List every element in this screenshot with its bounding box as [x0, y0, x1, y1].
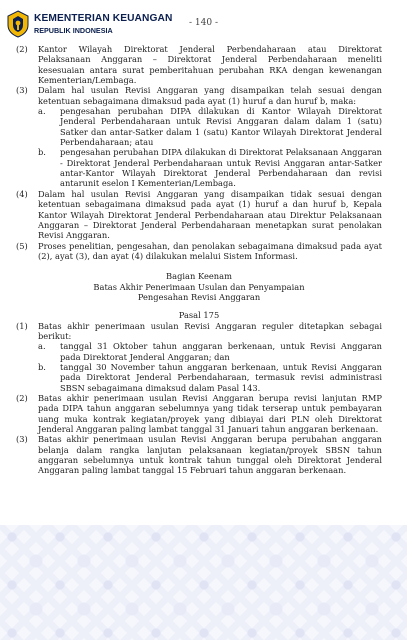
section-title-line2: Pengesahan Revisi Anggaran [137, 291, 261, 302]
paragraph-number: (1) [16, 320, 28, 331]
sub-item [38, 341, 382, 362]
paragraph-number: (5) [16, 240, 28, 251]
sub-item-text: tanggal 31 Oktober tahun anggaran berkenaan, untuk Revisi Anggaran pada Direktorat Jenderal Anggaran; dan [60, 341, 382, 362]
paragraph-number: (2) [16, 44, 28, 54]
sub-item-text: pengesahan perubahan DIPA dilakukan di Direktorat Pelaksanaan Anggaran - Direktorat Jenderal Perbendaharaan untuk Revisi Anggaran antar-Satker antar-Kantor Wilayah Direktorat Jenderal Perbendaharaan dan revisi antarunit eselon I Kementerian/Lembaga. [60, 147, 382, 189]
paragraph-text: Batas akhir penerimaan usulan Revisi Anggaran berupa perubahan anggaran belanja dalam rangka lanjutan pelaksanaan kegiatan/proyek SBSN tahun anggaran sebelumnya untuk kontrak tahun tunggal oleh Direktorat Jenderal Anggaran paling lambat tanggal 15 Februari tahun anggaran berkenaan. [38, 434, 382, 476]
paragraph-number: (3) [16, 434, 28, 445]
sub-item-label: a. [38, 341, 46, 352]
section-title-line1: Batas Akhir Penerimaan Usulan dan Penyampaian [93, 281, 305, 292]
sub-item-label: a. [38, 106, 46, 117]
paragraph-item [16, 241, 382, 262]
paragraph-item [16, 44, 382, 85]
paragraph-text: Kantor Wilayah Direktorat Jenderal Perbendaharaan atau Direktorat Pelaksanaan Anggaran – Direktorat Jenderal Perbendaharaan meneliti kesesuaian antara surat pemberitahuan perubahan RKA dengan kewenangan Kementerian/Lembaga. [38, 44, 382, 86]
batik-pattern-decoration [0, 525, 407, 640]
paragraph-item [16, 434, 382, 475]
paragraph-text: Batas akhir penerimaan usulan Revisi Anggaran reguler ditetapkan sebagai berikut: [38, 320, 382, 341]
paragraph-text: Dalam hal usulan Revisi Anggaran yang disampaikan telah sesuai dengan ketentuan sebagaimana dimaksud pada ayat (1) huruf a dan huruf b, maka: [38, 85, 382, 106]
sub-item-label: b. [38, 361, 46, 372]
org-subtitle: REPUBLIK INDONESIA [34, 26, 113, 36]
org-title: KEMENTERIAN KEUANGAN [34, 13, 173, 24]
paragraph-number: (4) [16, 188, 28, 199]
paragraph-number: (3) [16, 85, 28, 96]
paragraph-item [16, 85, 382, 188]
sub-item-text: pengesahan perubahan DIPA dilakukan di Kantor Wilayah Direktorat Jenderal Perbendaharaan untuk Revisi Anggaran dalam dalam 1 (satu) Satker dan antar-Satker dalam 1 (satu) Kantor Wilayah Direktorat Jenderal Perbendaharaan; atau [60, 106, 382, 148]
article-paragraphs [16, 44, 382, 261]
article-heading: Pasal 175 [178, 310, 220, 321]
paragraph-item [16, 321, 382, 393]
paragraph-text: Proses penelitian, pengesahan, dan penolakan sebagaimana dimaksud pada ayat (2), ayat (3), dan ayat (4) dilakukan melalui Sistem Informasi. [38, 240, 382, 261]
article-175-paragraphs [16, 321, 382, 476]
paragraph-item [16, 393, 382, 434]
document-body [16, 44, 382, 476]
paragraph-text: Batas akhir penerimaan usulan Revisi Anggaran berupa revisi lanjutan RMP pada DIPA tahun anggaran sebelumnya yang tidak terserap untuk pembayaran uang muka kontrak kegiatan/proyek yang dibiayai dari PLN oleh Direktorat Jenderal Anggaran paling lambat tanggal 31 Januari tahun anggaran berkenaan. [38, 393, 382, 435]
sub-item [38, 147, 382, 188]
sub-item [38, 106, 382, 147]
sub-item-text: tanggal 30 November tahun anggaran berkenaan, untuk Revisi Anggaran pada Direktorat Jenderal Perbendaharaan, termasuk revisi administrasi SBSN sebagaimana dimaksud dalam Pasal 143. [60, 361, 382, 393]
page-number: - 140 - [189, 18, 218, 28]
paragraph-item [16, 189, 382, 241]
sub-item-label: b. [38, 147, 46, 158]
paragraph-number: (2) [16, 393, 28, 403]
section-part: Bagian Keenam [166, 271, 232, 282]
sub-item [38, 362, 382, 393]
paragraph-text: Dalam hal usulan Revisi Anggaran yang disampaikan tidak sesuai dengan ketentuan sebagaimana dimaksud pada ayat (1) huruf a dan huruf b, Kepala Kantor Wilayah Direktorat Jenderal Perbendaharaan atau Direktur Pelaksanaan Anggaran – Direktorat Jenderal Perbendaharaan menetapkan surat penolakan Revisi Anggaran. [38, 188, 382, 241]
